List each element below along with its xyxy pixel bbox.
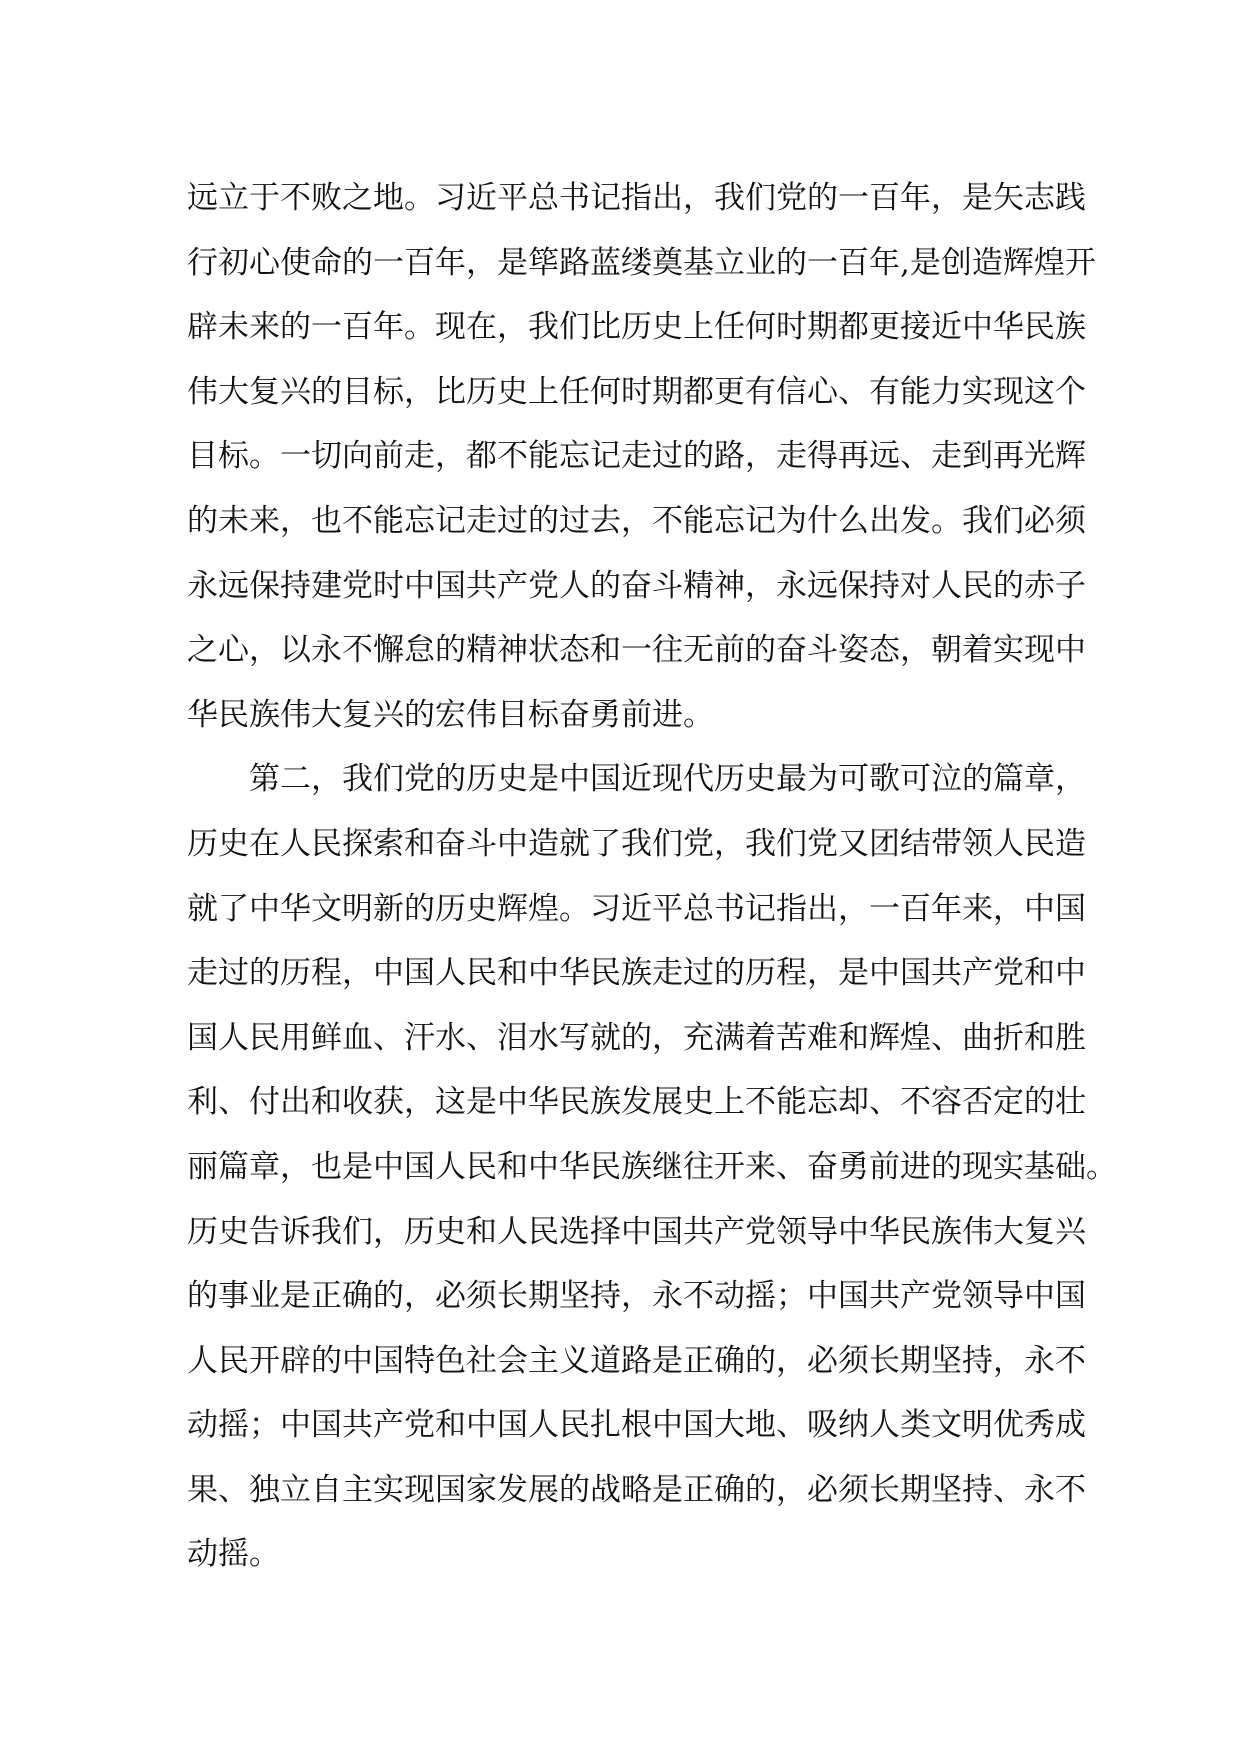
paragraph-line: 就了中华文明新的历史辉煌。习近平总书记指出，一百年来，中国	[187, 890, 1086, 927]
paragraph-line: 国人民用鲜血、汗水、泪水写就的，充满着苦难和辉煌、曲折和胜	[187, 1019, 1086, 1056]
paragraph-line: 辟未来的一百年。现在，我们比历史上任何时期都更接近中华民族	[187, 309, 1086, 346]
document-body	[187, 166, 1117, 1587]
paragraph-2	[187, 747, 1117, 1587]
paragraph-line: 第二，我们党的历史是中国近现代历史最为可歌可泣的篇章，	[249, 761, 1086, 798]
paragraph-line: 果、独立自主实现国家发展的战略是正确的，必须长期坚持、永不	[187, 1471, 1086, 1508]
paragraph-line: 的事业是正确的，必须长期坚持，永不动摇；中国共产党领导中国	[187, 1278, 1086, 1315]
paragraph-line: 丽篇章，也是中国人民和中华民族继往开来、奋勇前进的现实基础。	[187, 1148, 1117, 1185]
paragraph-line: 动摇；中国共产党和中国人民扎根中国大地、吸纳人类文明优秀成	[187, 1407, 1086, 1444]
paragraph-line: 的未来，也不能忘记走过的过去，不能忘记为什么出发。我们必须	[187, 502, 1086, 539]
paragraph-line: 远立于不败之地。习近平总书记指出，我们党的一百年，是矢志践	[187, 180, 1086, 216]
paragraph-line: 之心，以永不懈怠的精神状态和一往无前的奋斗姿态，朝着实现中	[187, 632, 1086, 669]
paragraph-line: 伟大复兴的目标，比历史上任何时期都更有信心、有能力实现这个	[187, 373, 1086, 410]
paragraph-line: 目标。一切向前走，都不能忘记走过的路，走得再远、走到再光辉	[187, 438, 1086, 475]
paragraph-line: 行初心使命的一百年，是筚路蓝缕奠基立业的一百年,是创造辉煌开	[187, 244, 1096, 281]
paragraph-line: 永远保持建党时中国共产党人的奋斗精神，永远保持对人民的赤子	[187, 567, 1086, 604]
paragraph-line: 历史告诉我们，历史和人民选择中国共产党领导中华民族伟大复兴	[187, 1213, 1086, 1250]
paragraph-line: 动摇。	[187, 1536, 280, 1573]
paragraph-line: 华民族伟大复兴的宏伟目标奋勇前进。	[187, 696, 714, 733]
paragraph-line: 利、付出和收获，这是中华民族发展史上不能忘却、不容否定的壮	[187, 1084, 1086, 1121]
paragraph-1	[187, 166, 1096, 747]
paragraph-line: 人民开辟的中国特色社会主义道路是正确的，必须长期坚持，永不	[187, 1342, 1086, 1379]
paragraph-line: 走过的历程，中国人民和中华民族走过的历程，是中国共产党和中	[187, 955, 1086, 992]
paragraph-line: 历史在人民探索和奋斗中造就了我们党，我们党又团结带领人民造	[187, 825, 1086, 862]
